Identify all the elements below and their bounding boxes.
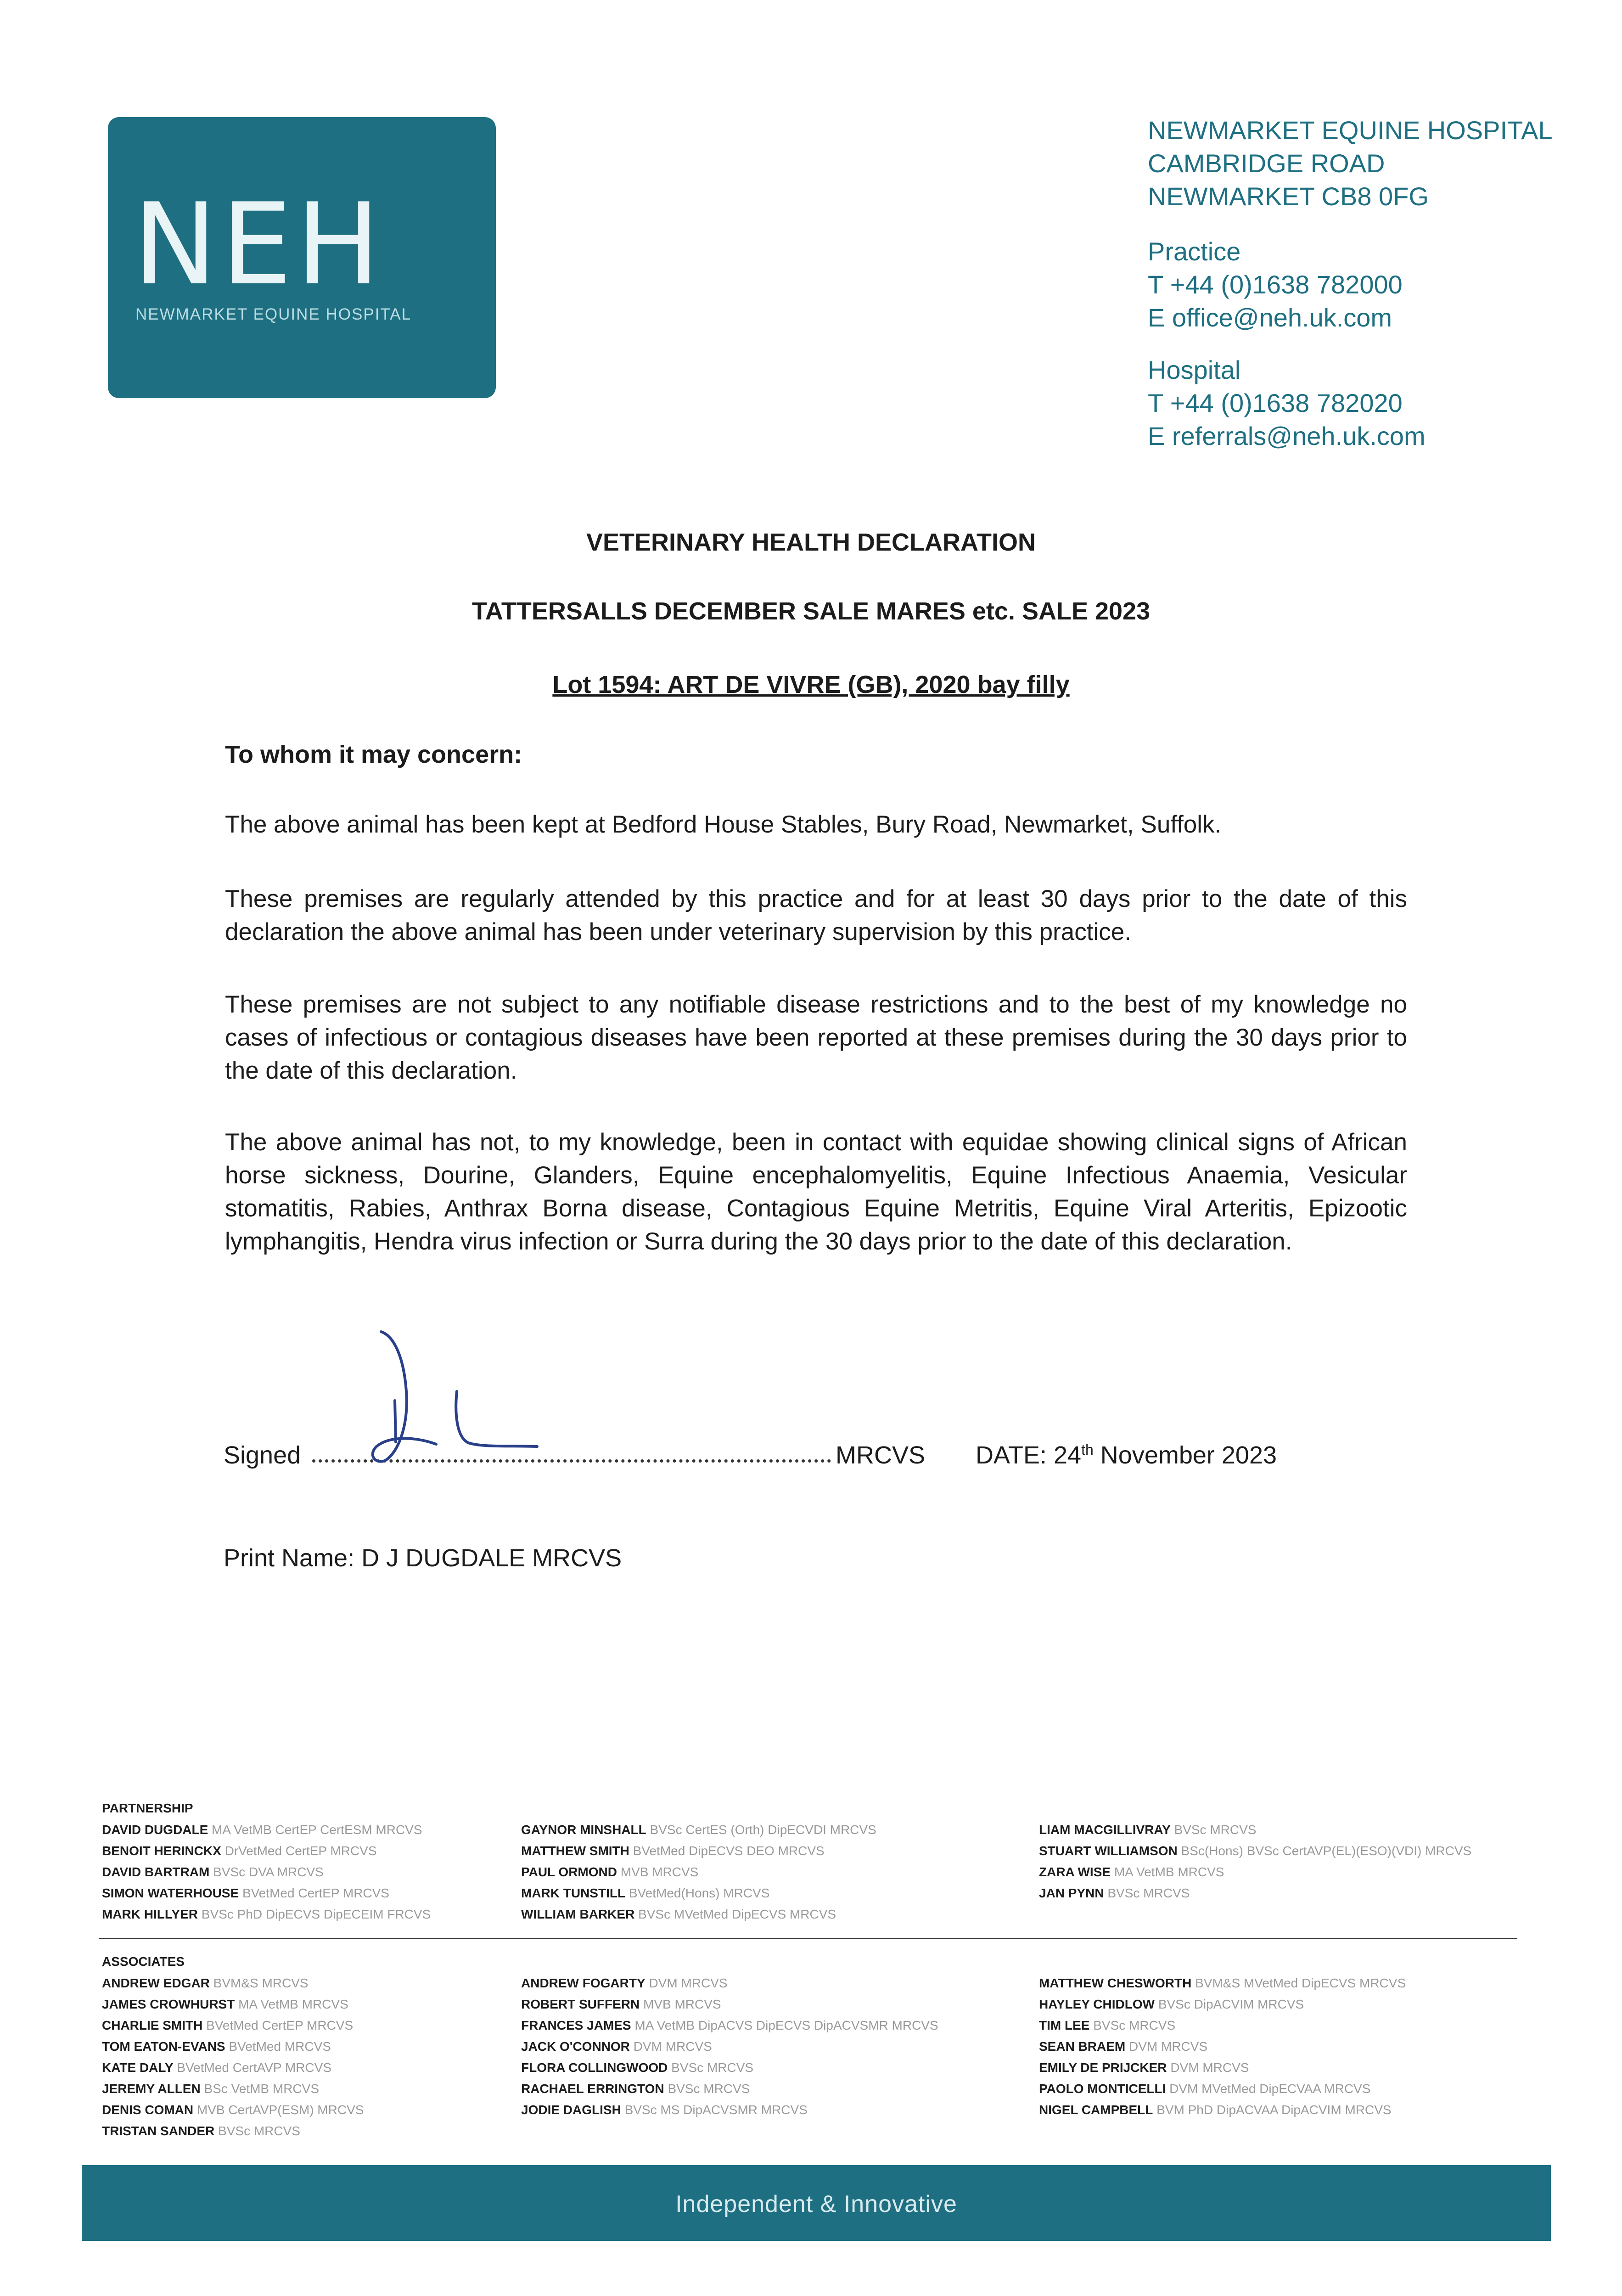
- staff-qualifications: MA VetMB MRCVS: [238, 1997, 348, 2011]
- logo-subtitle: NEWMARKET EQUINE HOSPITAL: [135, 305, 412, 323]
- address-line: CAMBRIDGE ROAD: [1148, 149, 1385, 178]
- staff-qualifications: BVetMed CertAVP MRCVS: [177, 2060, 332, 2075]
- staff-name: KATE DALY: [102, 2060, 174, 2075]
- signed-suffix: MRCVS: [836, 1441, 926, 1469]
- hospital-contact: [1148, 354, 1426, 453]
- staff-name: JODIE DAGLISH: [521, 2103, 621, 2117]
- staff-qualifications: MA VetMB CertEP CertESM MRCVS: [212, 1823, 422, 1837]
- staff-member: [102, 1973, 364, 1994]
- paragraph: The above animal has not, to my knowledge, been in contact with equidae showing clinical signs of African horse sickness, Dourine, Glanders, Equine encephalomyelitis, Equine Infectious Anaemia, Vesicular stomatitis, Rabies, Anthrax Borna disease, Contagious Equine Metritis, Equine Viral Arteritis, Epizootic lymphangitis, Hendra virus infection or Surra during the 30 days prior to the date of this declaration.: [225, 1129, 1407, 1255]
- staff-member: [102, 2078, 364, 2099]
- staff-member: [1039, 2015, 1406, 2036]
- print-name: Print Name: D J DUGDALE MRCVS: [224, 1544, 622, 1572]
- declaration-date: [976, 1441, 1277, 1469]
- staff-name: TIM LEE: [1039, 2018, 1090, 2032]
- staff-qualifications: DVM MRCVS: [633, 2039, 712, 2054]
- staff-name: MARK HILLYER: [102, 1907, 198, 1921]
- staff-qualifications: MVB MRCVS: [643, 1997, 721, 2011]
- practice-phone: T +44 (0)1638 782000: [1148, 270, 1403, 299]
- staff-qualifications: DVM MRCVS: [1129, 2039, 1208, 2054]
- staff-qualifications: BVSc DipACVIM MRCVS: [1158, 1997, 1304, 2011]
- staff-member: [521, 1904, 876, 1925]
- staff-name: LIAM MACGILLIVRAY: [1039, 1823, 1171, 1837]
- staff-qualifications: BVetMed CertEP MRCVS: [242, 1886, 389, 1900]
- staff-name: PAUL ORMOND: [521, 1865, 617, 1879]
- staff-name: JAN PYNN: [1039, 1886, 1104, 1900]
- staff-member: [102, 1994, 364, 2015]
- staff-name: CHARLIE SMITH: [102, 2018, 203, 2032]
- staff-name: DAVID BARTRAM: [102, 1865, 210, 1879]
- staff-name: DAVID DUGDALE: [102, 1823, 208, 1837]
- staff-member: [1039, 1883, 1471, 1904]
- staff-name: ROBERT SUFFERN: [521, 1997, 640, 2011]
- staff-name: FLORA COLLINGWOOD: [521, 2060, 668, 2075]
- staff-member: [1039, 1994, 1406, 2015]
- staff-qualifications: DVM MRCVS: [649, 1976, 728, 1990]
- staff-member: [1039, 2099, 1406, 2121]
- staff-qualifications: BVSc MS DipACVSMR MRCVS: [624, 2103, 808, 2117]
- staff-qualifications: BVSc PhD DipECVS DipECEIM FRCVS: [201, 1907, 431, 1921]
- staff-qualifications: BVSc MRCVS: [671, 2060, 754, 2075]
- address-line: NEWMARKET EQUINE HOSPITAL: [1148, 116, 1553, 145]
- staff-name: MARK TUNSTILL: [521, 1886, 626, 1900]
- staff-member: [102, 2036, 364, 2057]
- staff-qualifications: DVM MRCVS: [1170, 2060, 1249, 2075]
- staff-member: [1039, 2078, 1406, 2099]
- staff-qualifications: MA VetMB DipACVS DipECVS DipACVSMR MRCVS: [634, 2018, 938, 2032]
- partnership-column: [1039, 1819, 1471, 1904]
- staff-member: [102, 1840, 431, 1862]
- staff-name: HAYLEY CHIDLOW: [1039, 1997, 1155, 2011]
- staff-name: SIMON WATERHOUSE: [102, 1886, 239, 1900]
- footer-tagline: Independent & Innovative: [675, 2191, 957, 2217]
- staff-name: PAOLO MONTICELLI: [1039, 2082, 1166, 2096]
- staff-member: [102, 2015, 364, 2036]
- staff-qualifications: BVSc MRCVS: [1093, 2018, 1176, 2032]
- staff-name: BENOIT HERINCKX: [102, 1844, 221, 1858]
- staff-qualifications: BVetMed MRCVS: [229, 2039, 331, 2054]
- staff-qualifications: BVM PhD DipACVAA DipACVIM MRCVS: [1156, 2103, 1392, 2117]
- staff-name: TOM EATON-EVANS: [102, 2039, 225, 2054]
- partnership-heading: PARTNERSHIP: [102, 1801, 193, 1815]
- staff-qualifications: DrVetMed CertEP MRCVS: [224, 1844, 377, 1858]
- staff-qualifications: BVSc MVetMed DipECVS MRCVS: [638, 1907, 836, 1921]
- staff-qualifications: MVB CertAVP(ESM) MRCVS: [196, 2103, 364, 2117]
- staff-qualifications: BVM&S MRCVS: [213, 1976, 309, 1990]
- staff-member: [1039, 1862, 1471, 1883]
- salutation: To whom it may concern:: [225, 741, 522, 768]
- staff-qualifications: BVSc MRCVS: [218, 2124, 300, 2138]
- neh-logo: [108, 117, 496, 398]
- staff-member: [102, 2099, 364, 2121]
- staff-member: [521, 1883, 876, 1904]
- staff-qualifications: BVSc MRCVS: [668, 2082, 750, 2096]
- staff-qualifications: BVetMed DipECVS DEO MRCVS: [633, 1844, 825, 1858]
- staff-member: [521, 1840, 876, 1862]
- staff-name: NIGEL CAMPBELL: [1039, 2103, 1153, 2117]
- partnership-column: [521, 1819, 876, 1925]
- staff-qualifications: BVM&S MVetMed DipECVS MRCVS: [1195, 1976, 1406, 1990]
- practice-contact: [1148, 235, 1403, 334]
- handwritten-signature: [363, 1322, 556, 1474]
- document-title: VETERINARY HEALTH DECLARATION: [586, 529, 1036, 556]
- address-line: NEWMARKET CB8 0FG: [1148, 182, 1429, 211]
- staff-member: [521, 2036, 938, 2057]
- staff-name: MATTHEW CHESWORTH: [1039, 1976, 1192, 1990]
- staff-qualifications: DVM MVetMed DipECVAA MRCVS: [1169, 2082, 1371, 2096]
- staff-member: [1039, 2036, 1406, 2057]
- staff-name: ANDREW FOGARTY: [521, 1976, 645, 1990]
- paragraph: The above animal has been kept at Bedford House Stables, Bury Road, Newmarket, Suffolk.: [225, 811, 1222, 838]
- staff-qualifications: MVB MRCVS: [620, 1865, 699, 1879]
- signed-label: Signed: [224, 1441, 301, 1469]
- staff-name: JAMES CROWHURST: [102, 1997, 235, 2011]
- staff-qualifications: BVetMed(Hons) MRCVS: [629, 1886, 770, 1900]
- divider: [99, 1938, 1517, 1939]
- staff-qualifications: BVSc CertES (Orth) DipECVDI MRCVS: [650, 1823, 876, 1837]
- staff-member: [1039, 1973, 1406, 1994]
- staff-name: EMILY DE PRIJCKER: [1039, 2060, 1167, 2075]
- staff-qualifications: BSc VetMB MRCVS: [204, 2082, 319, 2096]
- staff-member: [1039, 2057, 1406, 2078]
- associates-heading: ASSOCIATES: [102, 1954, 185, 1969]
- staff-qualifications: BVSc MRCVS: [1107, 1886, 1190, 1900]
- lot-heading: Lot 1594: ART DE VIVRE (GB), 2020 bay filly: [552, 671, 1070, 698]
- practice-email: E office@neh.uk.com: [1148, 303, 1392, 332]
- hospital-phone: T +44 (0)1638 782020: [1148, 388, 1403, 417]
- date-suffix: November 2023: [1093, 1441, 1277, 1469]
- date-ordinal: th: [1081, 1441, 1094, 1458]
- staff-name: WILLIAM BARKER: [521, 1907, 635, 1921]
- staff-name: FRANCES JAMES: [521, 2018, 631, 2032]
- staff-name: SEAN BRAEM: [1039, 2039, 1126, 2054]
- partnership-column: [102, 1819, 431, 1925]
- staff-member: [102, 1862, 431, 1883]
- staff-name: GAYNOR MINSHALL: [521, 1823, 646, 1837]
- staff-member: [521, 1994, 938, 2015]
- associates-column: [102, 1973, 364, 2142]
- staff-qualifications: MA VetMB MRCVS: [1114, 1865, 1224, 1879]
- staff-name: TRISTAN SANDER: [102, 2124, 215, 2138]
- associates-column: [521, 1973, 938, 2121]
- staff-member: [521, 2057, 938, 2078]
- staff-member: [102, 1883, 431, 1904]
- staff-name: ZARA WISE: [1039, 1865, 1111, 1879]
- staff-name: JEREMY ALLEN: [102, 2082, 201, 2096]
- paragraph: These premises are not subject to any notifiable disease restrictions and to the best of my knowledge no cases of infectious or contagious diseases have been reported at these premises during the 30 days prior to the date of this declaration.: [225, 991, 1407, 1084]
- staff-member: [102, 2057, 364, 2078]
- staff-member: [1039, 1819, 1471, 1840]
- staff-name: MATTHEW SMITH: [521, 1844, 629, 1858]
- footer-bar: [82, 2165, 1551, 2241]
- staff-member: [1039, 1840, 1471, 1862]
- staff-qualifications: BSc(Hons) BVSc CertAVP(EL)(ESO)(VDI) MRCVS: [1181, 1844, 1472, 1858]
- document-subtitle: TATTERSALLS DECEMBER SALE MARES etc. SALE 2023: [471, 597, 1151, 625]
- staff-qualifications: BVSc DVA MRCVS: [213, 1865, 324, 1879]
- staff-name: JACK O'CONNOR: [521, 2039, 630, 2054]
- practice-label: Practice: [1148, 237, 1241, 266]
- staff-member: [102, 2121, 364, 2142]
- staff-name: ANDREW EDGAR: [102, 1976, 210, 1990]
- staff-member: [521, 1973, 938, 1994]
- hospital-email: E referrals@neh.uk.com: [1148, 422, 1426, 450]
- staff-name: STUART WILLIAMSON: [1039, 1844, 1178, 1858]
- paragraph: These premises are regularly attended by this practice and for at least 30 days prior to the date of this declaration the above animal has been under veterinary supervision by this practice.: [225, 885, 1407, 945]
- logo-letters: NEH: [133, 179, 384, 310]
- staff-name: DENIS COMAN: [102, 2103, 194, 2117]
- staff-qualifications: BVSc MRCVS: [1174, 1823, 1257, 1837]
- staff-member: [521, 1819, 876, 1840]
- staff-member: [102, 1904, 431, 1925]
- date-prefix: DATE: 24: [976, 1441, 1082, 1469]
- staff-name: RACHAEL ERRINGTON: [521, 2082, 664, 2096]
- associates-column: [1039, 1973, 1406, 2121]
- staff-member: [521, 2015, 938, 2036]
- staff-member: [102, 1819, 431, 1840]
- staff-qualifications: BVetMed CertEP MRCVS: [206, 2018, 354, 2032]
- staff-member: [521, 1862, 876, 1883]
- address-block: [1148, 114, 1553, 213]
- staff-member: [521, 2078, 938, 2099]
- staff-member: [521, 2099, 938, 2121]
- hospital-label: Hospital: [1148, 355, 1241, 384]
